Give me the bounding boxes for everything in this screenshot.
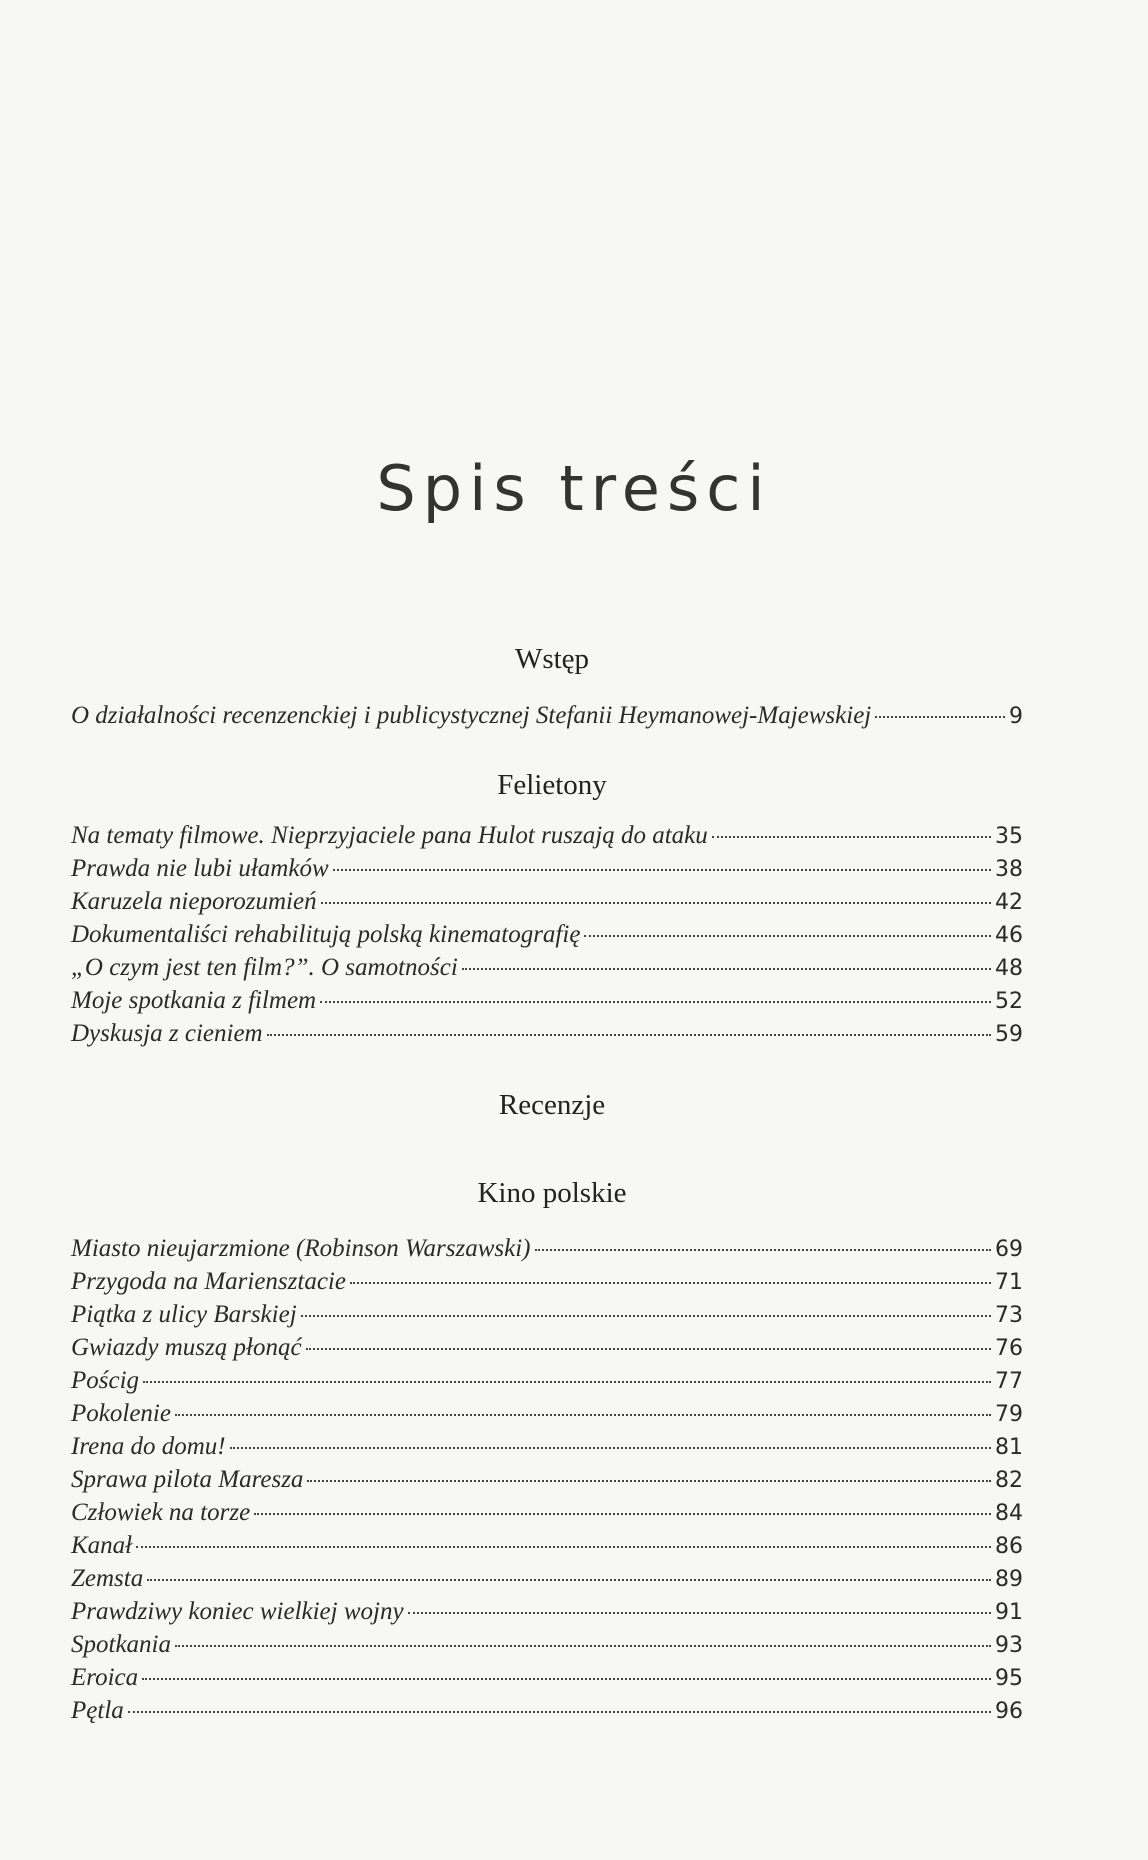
toc-entry[interactable] xyxy=(71,1364,1023,1397)
toc-entry[interactable] xyxy=(71,951,1023,984)
dot-leader xyxy=(712,836,991,838)
section-heading-kino-polskie: Kino polskie xyxy=(477,1177,627,1209)
entry-title: Człowiek na torze xyxy=(71,1499,251,1526)
page-number: 52 xyxy=(995,989,1023,1014)
entry-title: Zemsta xyxy=(71,1565,144,1592)
toc-entry[interactable] xyxy=(71,699,1023,732)
dot-leader xyxy=(875,716,1005,718)
dot-leader xyxy=(350,1282,991,1284)
entry-title: Eroica xyxy=(71,1664,139,1691)
page-title: Spis treści xyxy=(376,452,772,525)
toc-entry[interactable] xyxy=(71,1298,1023,1331)
toc-entry[interactable] xyxy=(71,1463,1023,1496)
toc-entry[interactable] xyxy=(71,1562,1023,1595)
entry-title: O działalności recenzenckiej i publicystycznej Stefanii Heymanowej-Majewskiej xyxy=(71,702,872,729)
entry-title: Pościg xyxy=(71,1367,140,1394)
page-number: 79 xyxy=(995,1402,1023,1427)
page-number: 59 xyxy=(995,1022,1023,1047)
page-number: 81 xyxy=(995,1435,1023,1460)
dot-leader xyxy=(306,1348,991,1350)
entry-title: Przygoda na Mariensztacie xyxy=(71,1268,346,1295)
dot-leader xyxy=(143,1381,991,1383)
entry-title: Dyskusja z cieniem xyxy=(71,1020,263,1047)
section-heading-recenzje: Recenzje xyxy=(498,1089,606,1121)
page-number: 9 xyxy=(1009,704,1023,729)
entry-title: Sprawa pilota Maresza xyxy=(71,1466,304,1493)
page-number: 84 xyxy=(995,1501,1023,1526)
toc-entry[interactable] xyxy=(71,885,1023,918)
dot-leader xyxy=(175,1414,991,1416)
toc-entry[interactable] xyxy=(71,1595,1023,1628)
entry-title: Dokumentaliści rehabilitują polską kinematografię xyxy=(71,921,581,948)
dot-leader xyxy=(462,968,991,970)
page-number: 77 xyxy=(995,1369,1023,1394)
page-number: 42 xyxy=(995,890,1023,915)
toc-list-kino-polskie xyxy=(71,1232,1023,1727)
dot-leader xyxy=(408,1612,991,1614)
toc-list-felietony xyxy=(71,819,1023,1050)
toc-entry[interactable] xyxy=(71,1529,1023,1562)
entry-title: „O czym jest ten film?”. O samotności xyxy=(71,954,458,981)
dot-leader xyxy=(142,1678,991,1680)
section-heading-felietony: Felietony xyxy=(497,769,607,801)
dot-leader xyxy=(307,1480,991,1482)
dot-leader xyxy=(128,1711,991,1713)
dot-leader xyxy=(333,869,991,871)
dot-leader xyxy=(321,902,991,904)
entry-title: Karuzela nieporozumień xyxy=(71,888,317,915)
toc-entry[interactable] xyxy=(71,984,1023,1017)
entry-title: Kanał xyxy=(71,1532,133,1559)
page-number: 93 xyxy=(995,1633,1023,1658)
dot-leader xyxy=(230,1447,991,1449)
toc-entry[interactable] xyxy=(71,1628,1023,1661)
dot-leader xyxy=(535,1249,992,1251)
toc-entry[interactable] xyxy=(71,1397,1023,1430)
toc-entry[interactable] xyxy=(71,1331,1023,1364)
page-number: 73 xyxy=(995,1303,1023,1328)
page-number: 71 xyxy=(995,1270,1023,1295)
toc-entry[interactable] xyxy=(71,1017,1023,1050)
toc-entry[interactable] xyxy=(71,1496,1023,1529)
entry-title: Prawdziwy koniec wielkiej wojny xyxy=(71,1598,404,1625)
toc-entry[interactable] xyxy=(71,1430,1023,1463)
page-number: 82 xyxy=(995,1468,1023,1493)
page-number: 96 xyxy=(995,1699,1023,1724)
toc-entry[interactable] xyxy=(71,1661,1023,1694)
page-number: 95 xyxy=(995,1666,1023,1691)
toc-entry[interactable] xyxy=(71,819,1023,852)
entry-title: Piątka z ulicy Barskiej xyxy=(71,1301,297,1328)
toc-entry[interactable] xyxy=(71,918,1023,951)
dot-leader xyxy=(267,1034,991,1036)
page-number: 91 xyxy=(995,1600,1023,1625)
toc-entry[interactable] xyxy=(71,1265,1023,1298)
dot-leader xyxy=(147,1579,991,1581)
page-number: 48 xyxy=(995,956,1023,981)
page-number: 38 xyxy=(995,857,1023,882)
entry-title: Pokolenie xyxy=(71,1400,171,1427)
page-number: 35 xyxy=(995,824,1023,849)
page-number: 89 xyxy=(995,1567,1023,1592)
toc-entry[interactable] xyxy=(71,852,1023,885)
dot-leader xyxy=(320,1001,991,1003)
entry-title: Na tematy filmowe. Nieprzyjaciele pana Hulot ruszają do ataku xyxy=(71,822,708,849)
entry-title: Spotkania xyxy=(71,1631,171,1658)
page-number: 46 xyxy=(995,923,1023,948)
toc-list-wstep xyxy=(71,699,1023,732)
toc-entry[interactable] xyxy=(71,1694,1023,1727)
page-number: 86 xyxy=(995,1534,1023,1559)
dot-leader xyxy=(254,1513,991,1515)
dot-leader xyxy=(175,1645,991,1647)
dot-leader xyxy=(136,1546,991,1548)
section-heading-wstep: Wstęp xyxy=(514,643,590,675)
toc-entry[interactable] xyxy=(71,1232,1023,1265)
entry-title: Pętla xyxy=(71,1697,124,1724)
entry-title: Miasto nieujarzmione (Robinson Warszawski) xyxy=(71,1235,531,1262)
dot-leader xyxy=(301,1315,991,1317)
page-number: 69 xyxy=(995,1237,1023,1262)
entry-title: Prawda nie lubi ułamków xyxy=(71,855,329,882)
entry-title: Moje spotkania z filmem xyxy=(71,987,317,1014)
dot-leader xyxy=(584,935,991,937)
entry-title: Irena do domu! xyxy=(71,1433,226,1460)
page-number: 76 xyxy=(995,1336,1023,1361)
entry-title: Gwiazdy muszą płonąć xyxy=(71,1334,302,1361)
